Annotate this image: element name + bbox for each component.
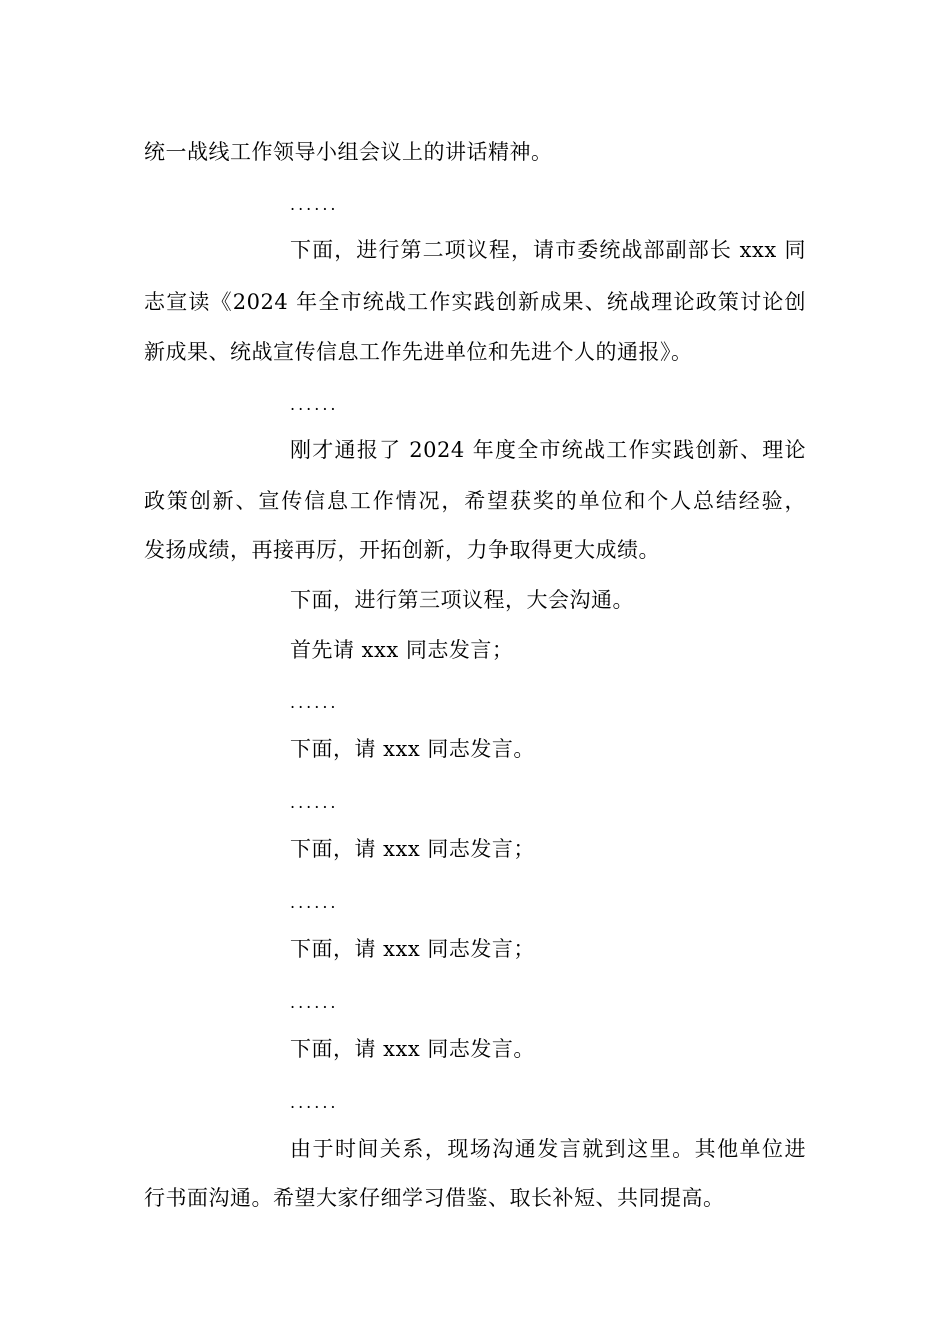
ellipsis-line: ...... — [290, 195, 339, 214]
ellipsis-line: ...... — [290, 1093, 339, 1112]
text-line: 首先请 xxx 同志发言； — [290, 638, 514, 662]
text-line: 下面，请 xxx 同志发言。 — [290, 1037, 535, 1061]
text-line: 统一战线工作领导小组会议上的讲话精神。 — [144, 140, 553, 164]
ellipsis-line: ...... — [290, 793, 339, 812]
text-line: 下面，请 xxx 同志发言； — [290, 837, 535, 861]
text-line: 下面，进行第二项议程，请市委统战部副部长 xxx 同 — [290, 238, 806, 262]
text-line: 政策创新、宣传信息工作情况，希望获奖的单位和个人总结经验， — [144, 489, 806, 513]
ellipsis-line: ...... — [290, 993, 339, 1012]
text-line: 刚才通报了 2024 年度全市统战工作实践创新、理论 — [290, 438, 806, 462]
ellipsis-line: ...... — [290, 893, 339, 912]
text-line: 行书面沟通。希望大家仔细学习借鉴、取长补短、共同提高。 — [144, 1186, 725, 1210]
ellipsis-line: ...... — [290, 395, 339, 414]
ellipsis-line: ...... — [290, 693, 339, 712]
text-line: 下面，请 xxx 同志发言； — [290, 937, 535, 961]
text-line: 发扬成绩，再接再厉，开拓创新，力争取得更大成绩。 — [144, 538, 660, 562]
text-line: 志宣读《2024 年全市统战工作实践创新成果、统战理论政策讨论创 — [144, 290, 806, 314]
text-line: 由于时间关系，现场沟通发言就到这里。其他单位进 — [290, 1137, 806, 1161]
text-line: 下面，请 xxx 同志发言。 — [290, 737, 535, 761]
text-line: 下面，进行第三项议程，大会沟通。 — [290, 588, 634, 612]
text-line: 新成果、统战宣传信息工作先进单位和先进个人的通报》。 — [144, 340, 693, 364]
